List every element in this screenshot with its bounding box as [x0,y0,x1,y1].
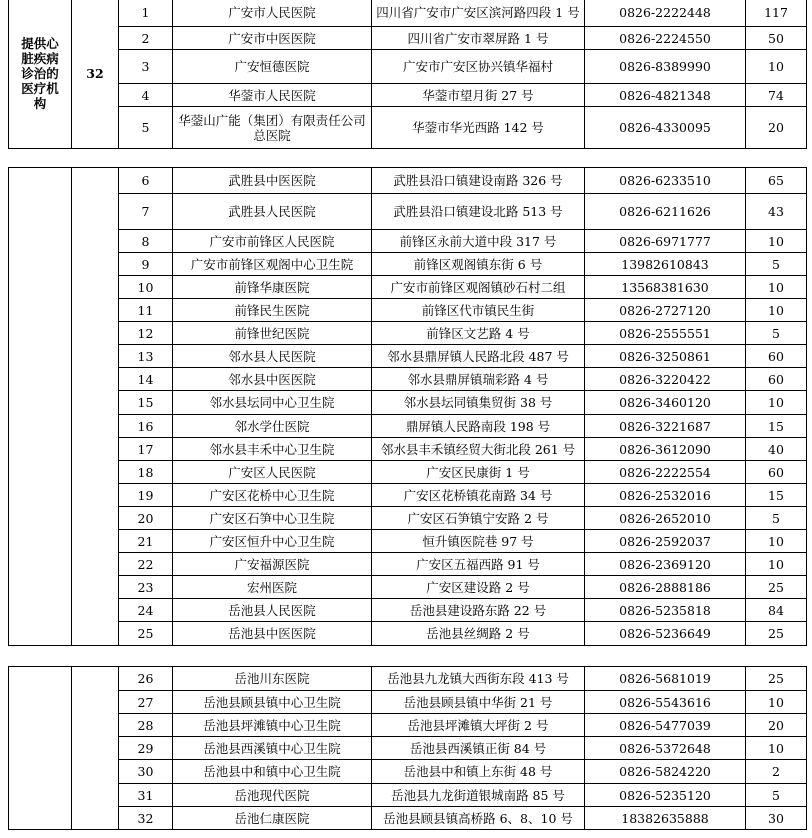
category-count-cell [72,667,119,830]
table-row [9,438,807,461]
phone-number: 0826-2652010 [585,507,746,530]
row-number: 32 [119,807,173,830]
phone-number: 0826-8389990 [585,50,746,84]
hospital-name: 广安区石笋中心卫生院 [173,507,372,530]
hospital-name: 前锋华康医院 [173,276,372,299]
bed-count: 5 [746,253,807,276]
row-number: 24 [119,599,173,622]
bed-count: 25 [746,667,807,691]
bed-count: 10 [746,230,807,253]
phone-number: 0826-2555551 [585,322,746,345]
phone-number: 0826-5372648 [585,737,746,760]
row-number: 4 [119,84,173,107]
phone-number: 0826-4330095 [585,107,746,149]
table-row [9,553,807,576]
table-row [9,530,807,553]
address: 岳池县九龙镇大西街东段 413 号 [372,667,585,691]
row-number: 5 [119,107,173,149]
hospital-name: 广安福源医院 [173,553,372,576]
address: 岳池县丝绸路 2 号 [372,622,585,646]
hospital-name: 广安市人民医院 [173,0,372,27]
row-number: 28 [119,714,173,737]
bed-count: 15 [746,484,807,507]
table-row [9,322,807,345]
address: 广安区五福西路 91 号 [372,553,585,576]
row-number: 1 [119,0,173,27]
row-number: 3 [119,50,173,84]
phone-number: 0826-5236649 [585,622,746,646]
row-number: 8 [119,230,173,253]
bed-count: 10 [746,299,807,322]
table-row [9,714,807,737]
row-number: 15 [119,391,173,415]
hospital-name: 岳池县坪滩镇中心卫生院 [173,714,372,737]
bed-count: 50 [746,27,807,50]
phone-number: 0826-3612090 [585,438,746,461]
table-row [9,760,807,784]
category-cell [9,0,72,149]
row-number: 9 [119,253,173,276]
bed-count: 5 [746,322,807,345]
bed-count: 10 [746,50,807,84]
phone-number: 0826-2369120 [585,553,746,576]
row-number: 23 [119,576,173,599]
table-row [9,622,807,646]
bed-count: 65 [746,168,807,194]
hospital-name: 岳池县中和镇中心卫生院 [173,760,372,784]
bed-count: 84 [746,599,807,622]
address: 广安区花桥镇花南路 34 号 [372,484,585,507]
row-number: 19 [119,484,173,507]
hospital-name: 广安区恒升中心卫生院 [173,530,372,553]
hospital-name: 岳池县中医医院 [173,622,372,646]
category-cell [9,667,72,830]
table-row [9,807,807,830]
bed-count: 30 [746,807,807,830]
category-label-line: 构 [33,96,47,111]
address: 广安市广安区协兴镇华福村 [372,50,585,84]
phone-number: 0826-5235818 [585,599,746,622]
hospital-name: 邻水学仕医院 [173,415,372,438]
hospital-name: 广安市前锋区人民医院 [173,230,372,253]
address: 华蓥市望月街 27 号 [372,84,585,107]
row-number: 21 [119,530,173,553]
table-row [9,299,807,322]
bed-count: 25 [746,576,807,599]
bed-count: 10 [746,737,807,760]
address: 前锋区永前大道中段 317 号 [372,230,585,253]
bed-count: 10 [746,530,807,553]
bed-count: 40 [746,438,807,461]
address: 恒升镇医院巷 97 号 [372,530,585,553]
table-row [9,391,807,415]
address: 岳池县建设路东路 22 号 [372,599,585,622]
phone-number: 0826-3460120 [585,391,746,415]
category-label-line: 医疗机 [21,81,59,96]
hospital-name: 武胜县中医医院 [173,168,372,194]
address: 邻水县丰禾镇经贸大街北段 261 号 [372,438,585,461]
row-number: 12 [119,322,173,345]
table-row [9,27,807,50]
table-row [9,230,807,253]
table-segment-3 [8,666,807,830]
hospital-name: 岳池县西溪镇中心卫生院 [173,737,372,760]
row-number: 14 [119,368,173,391]
hospital-name: 邻水县坛同中心卫生院 [173,391,372,415]
bed-count: 10 [746,276,807,299]
address: 邻水县坛同镇集贸街 38 号 [372,391,585,415]
address: 广安区建设路 2 号 [372,576,585,599]
phone-number: 13982610843 [585,253,746,276]
table-row [9,368,807,391]
table-segment-1 [8,0,807,149]
bed-count: 60 [746,345,807,368]
hospital-name: 宏州医院 [173,576,372,599]
phone-number: 0826-4821348 [585,84,746,107]
table-row [9,691,807,714]
hospital-name: 广安区人民医院 [173,461,372,484]
phone-number: 0826-2222554 [585,461,746,484]
table-row [9,667,807,691]
category-cell [9,168,72,646]
phone-number: 18382635888 [585,807,746,830]
bed-count: 43 [746,194,807,230]
address: 岳池县九龙街道银城南路 85 号 [372,784,585,807]
hospital-name: 岳池现代医院 [173,784,372,807]
category-label-line: 提供心 [21,36,59,51]
hospital-name: 岳池仁康医院 [173,807,372,830]
address: 岳池县中和镇上东街 48 号 [372,760,585,784]
phone-number: 13568381630 [585,276,746,299]
address: 武胜县沿口镇建设南路 326 号 [372,168,585,194]
phone-number: 0826-6211626 [585,194,746,230]
address: 武胜县沿口镇建设北路 513 号 [372,194,585,230]
row-number: 25 [119,622,173,646]
row-number: 30 [119,760,173,784]
table-row [9,253,807,276]
row-number: 2 [119,27,173,50]
hospital-name: 岳池县顾县镇中心卫生院 [173,691,372,714]
table-row [9,50,807,84]
bed-count: 2 [746,760,807,784]
address: 鼎屏镇人民路南段 198 号 [372,415,585,438]
address: 邻水县鼎屏镇人民路北段 487 号 [372,345,585,368]
phone-number: 0826-3250861 [585,345,746,368]
bed-count: 20 [746,107,807,149]
address: 四川省广安市广安区滨河路四段 1 号 [372,0,585,27]
hospital-name: 邻水县人民医院 [173,345,372,368]
table-row [9,461,807,484]
address: 前锋区文艺路 4 号 [372,322,585,345]
bed-count: 15 [746,415,807,438]
phone-number: 0826-3220422 [585,368,746,391]
address: 华蓥市华光西路 142 号 [372,107,585,149]
phone-number: 0826-2224550 [585,27,746,50]
address: 广安区石笋镇宁安路 2 号 [372,507,585,530]
hospital-name: 华蓥山广能（集团）有限责任公司总医院 [173,107,372,149]
address: 岳池县顾县镇中华街 21 号 [372,691,585,714]
row-number: 6 [119,168,173,194]
row-number: 29 [119,737,173,760]
row-number: 17 [119,438,173,461]
table-row [9,194,807,230]
hospital-name: 邻水县丰禾中心卫生院 [173,438,372,461]
bed-count: 20 [746,714,807,737]
table-row [9,737,807,760]
category-count-cell [72,168,119,646]
row-number: 13 [119,345,173,368]
table-row [9,84,807,107]
category-label-line: 诊治的 [21,66,59,81]
hospital-name: 广安市中医医院 [173,27,372,50]
hospital-name: 邻水县中医医院 [173,368,372,391]
row-number: 7 [119,194,173,230]
phone-number: 0826-6971777 [585,230,746,253]
row-number: 16 [119,415,173,438]
phone-number: 0826-5235120 [585,784,746,807]
table-row [9,168,807,194]
phone-number: 0826-2727120 [585,299,746,322]
address: 前锋区观阁镇东街 6 号 [372,253,585,276]
phone-number: 0826-5477039 [585,714,746,737]
address: 广安区民康街 1 号 [372,461,585,484]
phone-number: 0826-2592037 [585,530,746,553]
phone-number: 0826-6233510 [585,168,746,194]
row-number: 31 [119,784,173,807]
bed-count: 10 [746,553,807,576]
bed-count: 60 [746,461,807,484]
hospital-name: 广安恒德医院 [173,50,372,84]
table-segment-2 [8,167,807,646]
hospital-name: 广安市前锋区观阁中心卫生院 [173,253,372,276]
address: 广安市前锋区观阁镇砂石村二组 [372,276,585,299]
phone-number: 0826-5543616 [585,691,746,714]
table-row [9,107,807,149]
bed-count: 10 [746,691,807,714]
category-label-line: 脏疾病 [21,51,59,66]
phone-number: 0826-5681019 [585,667,746,691]
table-row [9,784,807,807]
row-number: 11 [119,299,173,322]
hospital-name: 前锋民生医院 [173,299,372,322]
table-row [9,507,807,530]
phone-number: 0826-5824220 [585,760,746,784]
phone-number: 0826-2222448 [585,0,746,27]
bed-count: 60 [746,368,807,391]
table-row [9,0,807,27]
hospital-name: 广安区花桥中心卫生院 [173,484,372,507]
table-row [9,576,807,599]
address: 前锋区代市镇民生街 [372,299,585,322]
phone-number: 0826-3221687 [585,415,746,438]
hospital-name: 武胜县人民医院 [173,194,372,230]
hospital-name: 前锋世纪医院 [173,322,372,345]
hospital-name: 岳池川东医院 [173,667,372,691]
row-number: 10 [119,276,173,299]
hospital-name: 华蓥市人民医院 [173,84,372,107]
bed-count: 117 [746,0,807,27]
table-row [9,415,807,438]
row-number: 27 [119,691,173,714]
bed-count: 5 [746,507,807,530]
address: 岳池县西溪镇正街 84 号 [372,737,585,760]
table-row [9,345,807,368]
row-number: 20 [119,507,173,530]
address: 岳池县坪滩镇大坪街 2 号 [372,714,585,737]
row-number: 26 [119,667,173,691]
table-row [9,484,807,507]
bed-count: 10 [746,391,807,415]
bed-count: 5 [746,784,807,807]
hospital-name: 岳池县人民医院 [173,599,372,622]
table-row [9,276,807,299]
address: 邻水县鼎屏镇瑞彩路 4 号 [372,368,585,391]
row-number: 22 [119,553,173,576]
phone-number: 0826-2888186 [585,576,746,599]
address: 四川省广安市翠屏路 1 号 [372,27,585,50]
address: 岳池县顾县镇高桥路 6、8、10 号 [372,807,585,830]
bed-count: 25 [746,622,807,646]
table-row [9,599,807,622]
row-number: 18 [119,461,173,484]
phone-number: 0826-2532016 [585,484,746,507]
bed-count: 74 [746,84,807,107]
category-count-cell: 32 [72,0,119,149]
